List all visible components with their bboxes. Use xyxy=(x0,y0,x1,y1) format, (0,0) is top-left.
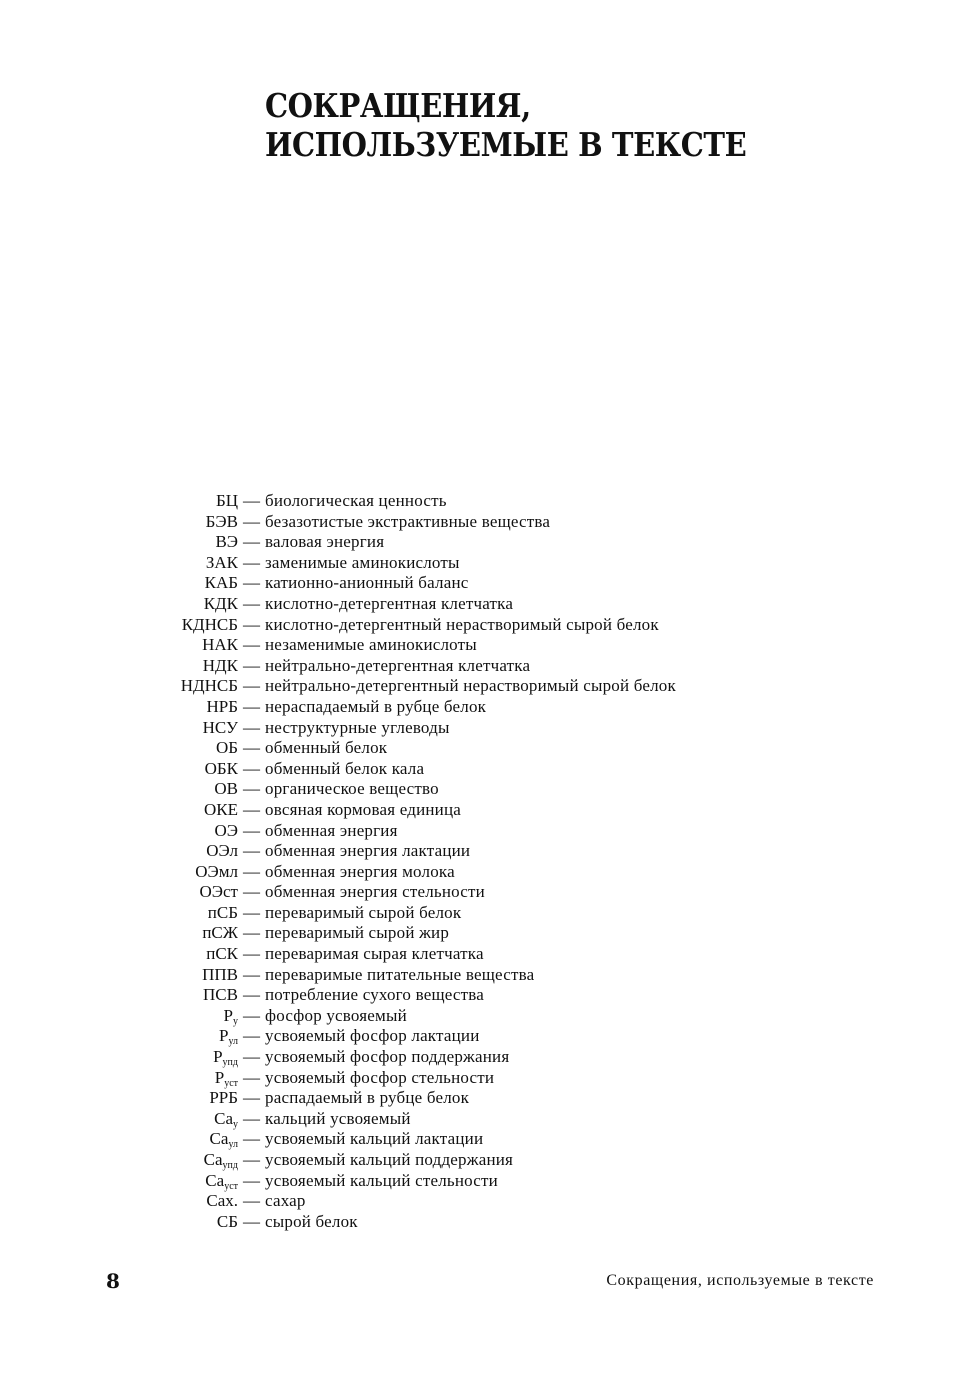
definition: переваримый сырой жир xyxy=(265,923,450,943)
abbreviation-text: НСУ xyxy=(202,717,238,737)
list-item xyxy=(0,1109,973,1130)
list-item xyxy=(0,1026,973,1047)
list-item xyxy=(0,759,973,780)
abbreviation xyxy=(0,697,238,718)
abbreviation-text: ОЭ xyxy=(214,820,238,840)
em-dash: — xyxy=(243,593,260,613)
em-dash: — xyxy=(243,635,260,655)
abbreviation-subscript: уст xyxy=(224,1077,238,1089)
em-dash: — xyxy=(243,841,260,861)
abbreviation-text: БЭВ xyxy=(205,511,238,531)
list-item xyxy=(0,841,973,862)
page-title xyxy=(265,86,746,164)
abbreviation-text: ОБ xyxy=(215,738,238,758)
abbreviation xyxy=(0,1150,238,1171)
abbreviation-text: ПСВ xyxy=(203,985,238,1005)
em-dash: — xyxy=(243,511,260,531)
list-item xyxy=(0,635,973,656)
list-item xyxy=(0,594,973,615)
abbreviation-subscript: уст xyxy=(224,1180,238,1192)
abbreviation xyxy=(0,1088,238,1109)
em-dash: — xyxy=(243,696,260,716)
page-number: 8 xyxy=(106,1269,120,1293)
em-dash: — xyxy=(243,1150,260,1169)
definition: обменная энергия лактации xyxy=(265,841,471,861)
definition: неструктурные углеводы xyxy=(265,717,450,737)
abbreviation xyxy=(0,944,238,965)
em-dash: — xyxy=(243,676,260,696)
abbreviation-text: ОЭл xyxy=(206,841,238,861)
abbreviation-text: КДНСБ xyxy=(181,614,238,634)
em-dash: — xyxy=(243,1005,260,1025)
em-dash: — xyxy=(243,717,260,737)
definition: обменная энергия стельности xyxy=(265,882,485,902)
definition: сахар xyxy=(265,1191,306,1211)
em-dash: — xyxy=(243,552,260,572)
abbreviation-subscript: у xyxy=(233,1015,238,1027)
abbreviation xyxy=(0,553,238,574)
abbreviation-text: ППВ xyxy=(202,964,238,984)
abbreviation xyxy=(0,759,238,780)
em-dash: — xyxy=(243,882,260,902)
abbreviation xyxy=(0,965,238,986)
definition: усвояемый фосфор поддержания xyxy=(265,1047,510,1067)
definition: обменная энергия молока xyxy=(265,861,455,881)
abbreviation xyxy=(0,1109,238,1130)
abbreviation-subscript: упд xyxy=(222,1057,238,1069)
list-item xyxy=(0,491,973,512)
em-dash: — xyxy=(243,758,260,778)
abbreviation-text: КАБ xyxy=(204,573,238,593)
list-item xyxy=(0,1212,973,1233)
list-item xyxy=(0,615,973,636)
definition: усвояемый кальций лактации xyxy=(265,1129,484,1149)
list-item xyxy=(0,1068,973,1089)
abbreviation xyxy=(0,821,238,842)
abbreviation-text: P xyxy=(218,1026,229,1046)
definition: переваримая сырая клетчатка xyxy=(265,944,484,964)
abbreviation xyxy=(0,512,238,533)
abbreviation xyxy=(0,1068,238,1089)
abbreviation xyxy=(0,1047,238,1068)
definition: распадаемый в рубце белок xyxy=(265,1088,470,1108)
em-dash: — xyxy=(243,1047,260,1067)
list-item xyxy=(0,656,973,677)
abbreviation xyxy=(0,800,238,821)
list-item xyxy=(0,573,973,594)
definition: нераспадаемый в рубце белок xyxy=(265,696,487,716)
list-item xyxy=(0,965,973,986)
definition: переваримые питательные вещества xyxy=(265,964,535,984)
definition: органическое вещество xyxy=(265,779,439,799)
abbreviation-list xyxy=(0,491,973,1232)
running-title: Сокращения, используемые в тексте xyxy=(606,1272,874,1289)
abbreviation xyxy=(0,738,238,759)
abbreviation-text: ОВ xyxy=(214,779,238,799)
em-dash: — xyxy=(243,1067,260,1087)
definition: сырой белок xyxy=(265,1211,358,1231)
list-item xyxy=(0,553,973,574)
definition: кислотно-детергентный нерастворимый сырой белок xyxy=(265,614,659,634)
list-item xyxy=(0,676,973,697)
abbreviation-subscript: ул xyxy=(228,1036,238,1048)
abbreviation xyxy=(0,573,238,594)
em-dash: — xyxy=(243,964,260,984)
list-item xyxy=(0,512,973,533)
list-item xyxy=(0,923,973,944)
list-item xyxy=(0,862,973,883)
abbreviation-text: пСК xyxy=(206,944,238,964)
definition: нейтрально-детергентная клетчатка xyxy=(265,655,531,675)
em-dash: — xyxy=(243,532,260,552)
em-dash: — xyxy=(243,1129,260,1149)
abbreviation xyxy=(0,882,238,903)
definition: нейтрально-детергентный нерастворимый сырой белок xyxy=(265,676,676,696)
definition: обменный белок кала xyxy=(265,758,425,778)
list-item xyxy=(0,1047,973,1068)
em-dash: — xyxy=(243,1108,260,1128)
abbreviation-text: ОБК xyxy=(204,758,238,778)
list-item xyxy=(0,1191,973,1212)
abbreviation-text: ОЭст xyxy=(199,882,238,902)
abbreviation-text: ВЭ xyxy=(215,532,238,552)
em-dash: — xyxy=(243,779,260,799)
abbreviation-subscript: у xyxy=(233,1118,238,1130)
abbreviation xyxy=(0,532,238,553)
list-item xyxy=(0,903,973,924)
list-item xyxy=(0,1150,973,1171)
abbreviation xyxy=(0,491,238,512)
page-title-line-2: ИСПОЛЬЗУЕМЫЕ В ТЕКСТЕ xyxy=(265,125,747,164)
definition: потребление сухого вещества xyxy=(265,985,485,1005)
em-dash: — xyxy=(243,1170,260,1190)
definition: незаменимые аминокислоты xyxy=(265,635,477,655)
list-item xyxy=(0,985,973,1006)
em-dash: — xyxy=(243,923,260,943)
list-item xyxy=(0,718,973,739)
abbreviation xyxy=(0,676,238,697)
definition: валовая энергия xyxy=(265,532,385,552)
em-dash: — xyxy=(243,944,260,964)
abbreviation-subscript: упд xyxy=(222,1160,238,1171)
em-dash: — xyxy=(243,655,260,675)
list-item xyxy=(0,1088,973,1109)
abbreviation xyxy=(0,1129,238,1150)
list-item xyxy=(0,1129,973,1150)
em-dash: — xyxy=(243,491,260,510)
abbreviation-text: НАК xyxy=(202,635,238,655)
list-item xyxy=(0,779,973,800)
abbreviation xyxy=(0,1191,238,1212)
em-dash: — xyxy=(243,902,260,922)
em-dash: — xyxy=(243,1191,260,1211)
abbreviation-text: Ca xyxy=(214,1108,233,1128)
abbreviation xyxy=(0,923,238,944)
em-dash: — xyxy=(243,573,260,593)
em-dash: — xyxy=(243,799,260,819)
abbreviation xyxy=(0,985,238,1006)
definition: фосфор усвояемый xyxy=(265,1005,407,1025)
definition: обменная энергия xyxy=(265,820,398,840)
abbreviation-text: Сах. xyxy=(206,1191,238,1211)
abbreviation xyxy=(0,903,238,924)
abbreviation xyxy=(0,594,238,615)
list-item xyxy=(0,532,973,553)
abbreviation-text: P xyxy=(214,1067,225,1087)
abbreviation-text: НДНСБ xyxy=(180,676,238,696)
list-item xyxy=(0,944,973,965)
abbreviation xyxy=(0,656,238,677)
list-item xyxy=(0,800,973,821)
list-item xyxy=(0,738,973,759)
definition: кислотно-детергентная клетчатка xyxy=(265,593,514,613)
abbreviation xyxy=(0,779,238,800)
abbreviation xyxy=(0,1026,238,1047)
abbreviation xyxy=(0,615,238,636)
em-dash: — xyxy=(243,1088,260,1108)
abbreviation-text: ОЭмл xyxy=(195,861,238,881)
abbreviation-text: Ca xyxy=(205,1170,225,1190)
definition: усвояемый фосфор лактации xyxy=(265,1026,480,1046)
em-dash: — xyxy=(243,985,260,1005)
definition: биологическая ценность xyxy=(265,491,447,510)
list-item xyxy=(0,1171,973,1192)
em-dash: — xyxy=(243,820,260,840)
abbreviation xyxy=(0,862,238,883)
em-dash: — xyxy=(243,614,260,634)
abbreviation-text: КДК xyxy=(203,593,238,613)
abbreviation-text: P xyxy=(213,1047,223,1067)
abbreviation-text: пСБ xyxy=(207,902,238,922)
definition: усвояемый кальций стельности xyxy=(265,1170,498,1190)
abbreviation xyxy=(0,635,238,656)
list-item xyxy=(0,882,973,903)
abbreviation xyxy=(0,841,238,862)
definition: усвояемый фосфор стельности xyxy=(265,1067,495,1087)
definition: переваримый сырой белок xyxy=(265,902,462,922)
abbreviation-text: РРБ xyxy=(209,1088,238,1108)
abbreviation xyxy=(0,1006,238,1027)
em-dash: — xyxy=(243,1211,260,1231)
definition: заменимые аминокислоты xyxy=(265,552,460,572)
abbreviation xyxy=(0,1212,238,1233)
em-dash: — xyxy=(243,738,260,758)
list-item xyxy=(0,697,973,718)
definition: безазотистые экстрактивные вещества xyxy=(265,511,551,531)
definition: обменный белок xyxy=(265,738,388,758)
abbreviation-text: НДК xyxy=(202,655,238,675)
definition: овсяная кормовая единица xyxy=(265,799,462,819)
abbreviation-text: СБ xyxy=(216,1211,238,1231)
abbreviation-text: пСЖ xyxy=(202,923,238,943)
abbreviation-text: НРБ xyxy=(206,696,238,716)
definition: катионно-анионный баланс xyxy=(265,573,469,593)
definition: усвояемый кальций поддержания xyxy=(265,1150,514,1169)
abbreviation xyxy=(0,1171,238,1192)
definition: кальций усвояемый xyxy=(265,1108,411,1128)
abbreviation-text: Ca xyxy=(209,1129,229,1149)
em-dash: — xyxy=(243,1026,260,1046)
list-item xyxy=(0,1006,973,1027)
list-item xyxy=(0,821,973,842)
abbreviation-text: БЦ xyxy=(215,491,238,510)
abbreviation-subscript: ул xyxy=(228,1139,238,1151)
abbreviation-text: P xyxy=(223,1005,233,1025)
abbreviation-text: Ca xyxy=(203,1150,223,1169)
page-title-line-1: СОКРАЩЕНИЯ, xyxy=(265,86,531,125)
abbreviation xyxy=(0,718,238,739)
em-dash: — xyxy=(243,861,260,881)
abbreviation-text: ЗАК xyxy=(205,552,238,572)
abbreviation-text: ОКЕ xyxy=(204,799,238,819)
